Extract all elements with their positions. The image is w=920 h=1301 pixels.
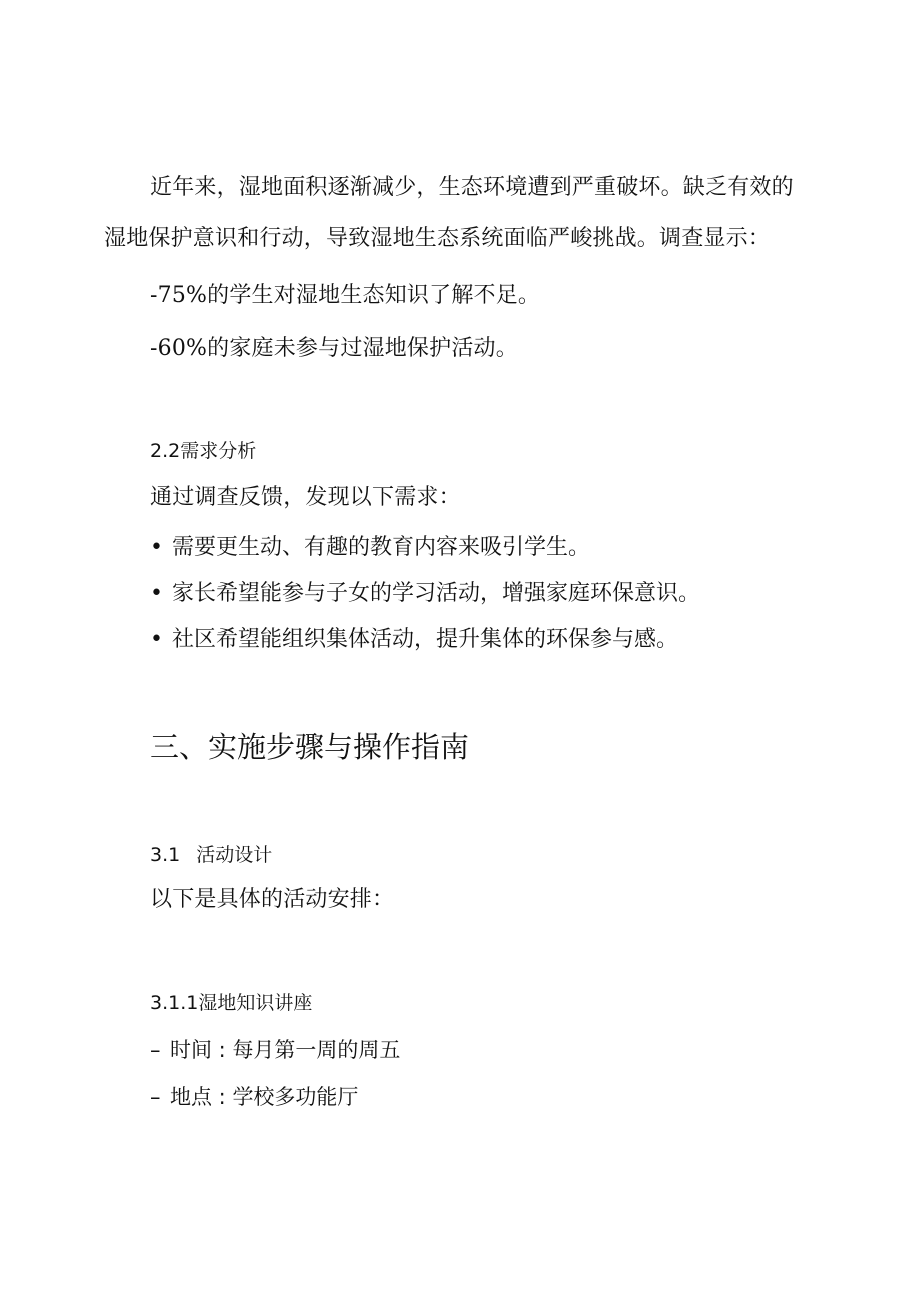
intro-paragraph-line-2: 湿地保护意识和行动，导致湿地生态系统面临严峻挑战。调查显示：: [104, 226, 771, 251]
section-heading-2-2: 2.2需求分析: [150, 440, 257, 462]
activity-intro: 以下是具体的活动安排：: [150, 887, 395, 912]
detail-row-time: [150, 1040, 400, 1061]
detail-separator: :: [212, 1085, 233, 1109]
detail-separator: :: [212, 1038, 233, 1062]
bullet-icon: •: [150, 627, 163, 652]
bullet-icon: •: [150, 535, 163, 560]
list-item: [150, 537, 590, 559]
list-item: [150, 629, 678, 651]
intro-paragraph-line-1: 近年来，湿地面积逐渐减少，生态环境遭到严重破坏。缺乏有效的: [150, 175, 794, 200]
list-item-text: 社区希望能组织集体活动，提升集体的环保参与感。: [172, 627, 679, 652]
statistic-students: -75%的学生对湿地生态知识了解不足。: [150, 283, 541, 308]
chapter-heading-3: 三、实施步骤与操作指南: [150, 730, 470, 764]
list-item-text: 家长希望能参与子女的学习活动，增强家庭环保意识。: [172, 581, 701, 606]
detail-label: 地点: [170, 1085, 212, 1109]
statistic-families: -60%的家庭未参与过湿地保护活动。: [150, 336, 518, 361]
dash-icon: –: [150, 1038, 161, 1062]
list-item: [150, 583, 700, 605]
section-heading-3-1: [150, 846, 272, 865]
bullet-icon: •: [150, 581, 163, 606]
list-item-text: 需要更生动、有趣的教育内容来吸引学生。: [172, 535, 591, 560]
section-title: 活动设计: [196, 844, 273, 866]
section-heading-3-1-1: 3.1.1湿地知识讲座: [150, 992, 313, 1014]
dash-icon: –: [150, 1085, 161, 1109]
detail-value: 学校多功能厅: [232, 1085, 359, 1109]
needs-intro: 通过调查反馈，发现以下需求：: [150, 485, 461, 510]
detail-row-location: [150, 1087, 358, 1108]
detail-value: 每月第一周的周五: [232, 1038, 401, 1062]
section-number: 3.1: [150, 844, 181, 866]
detail-label: 时间: [170, 1038, 212, 1062]
